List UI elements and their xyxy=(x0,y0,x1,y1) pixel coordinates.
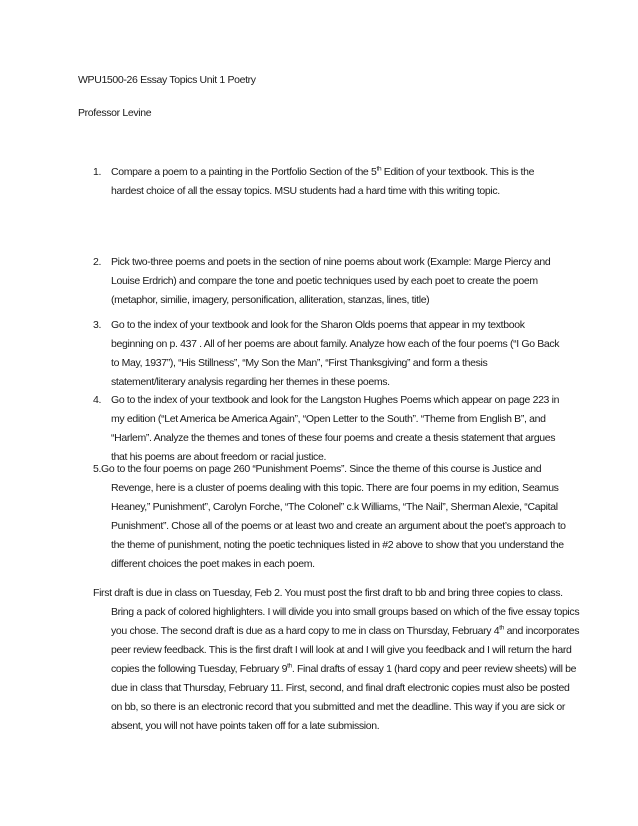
list-item-3 xyxy=(93,316,563,392)
superscript: th xyxy=(376,165,382,173)
list-item-number: 2. xyxy=(93,256,102,268)
superscript: th xyxy=(287,662,292,670)
list-item-text: Go to the index of your textbook and look for the Langston Hughes Poems which appear on page 223 in my edition (“Let America be America Again”, “Open Letter to the South”. “Theme from English B”, and “Harlem”. Analyze the themes and tones of these four poems and create a thesis statement that argues that his poems are about freedom or racial justice. xyxy=(111,394,560,463)
list-item-2 xyxy=(93,253,563,310)
list-item-1 xyxy=(93,163,563,201)
list-item-number: 3. xyxy=(93,319,102,331)
draft-instructions: First draft is due in class on Tuesday, Feb 2. You must post the first draft to bb and bring three copies to class. Bring a pack of colored highlighters. I will divide you into small groups based on which of the five essay topics you chose. The second draft is due as a hard copy to me in class on Thursday, February 4th and incorporates peer review feedback. This is the first draft I will look at and I will give you feedback and I will return the hard copies the following Tuesday, February 9th. Final drafts of essay 1 (hard copy and peer review sheets) will be due in class that Thursday, February 11. First, second, and final draft electronic copies must also be posted on bb, so there is an electronic record that you submitted and met the deadline. This way if you are sick or absent, you will not have points taken off for a late submission. xyxy=(93,587,580,732)
list-item-number: 1. xyxy=(93,166,102,178)
list-item-5: 5.Go to the four poems on page 260 “Punishment Poems”. Since the theme of this course is Justice and Revenge, here is a cluster of poems dealing with this topic. There are four poems in my edition, Seamus Heaney,” Punishment”, Carolyn Forche, “The Colonel” c.k Williams, “The Nail”, Sherman Alexie, “Capital Punishment”. Chose all of the poems or at least two and create an argument about the poet’s approach to the theme of punishment, noting the poetic techniques listed in #2 above to show that you understand the different choices the poet makes in each poem. xyxy=(93,463,566,570)
list-item-number: 4. xyxy=(93,394,102,406)
list-item-text: Compare a poem to a painting in the Portfolio Section of the 5th Edition of your textbook. This is the hardest choice of all the essay topics. MSU students had a hard time with this writing topic. xyxy=(111,165,535,197)
document-title: WPU1500-26 Essay Topics Unit 1 Poetry xyxy=(78,74,256,86)
list-item-text: Go to the index of your textbook and look for the Sharon Olds poems that appear in my textbook beginning on p. 437 . All of her poems are about family. Analyze how each of the four poems (“I Go Back to May, 1937”), “His Stillness”, “My Son the Man”, “First Thanksgiving” and form a thesis statement/literary analysis regarding her themes in these poems. xyxy=(111,319,560,388)
list-item-text: Pick two-three poems and poets in the section of nine poems about work (Example: Marge Piercy and Louise Erdrich) and compare the tone and poetic techniques used by each poet to create the poem (metaphor, similie, imagery, personification, alliteration, stanzas, lines, title) xyxy=(111,256,551,306)
superscript: th xyxy=(499,624,504,632)
instructor-name: Professor Levine xyxy=(78,107,152,119)
list-item-4 xyxy=(93,391,563,467)
